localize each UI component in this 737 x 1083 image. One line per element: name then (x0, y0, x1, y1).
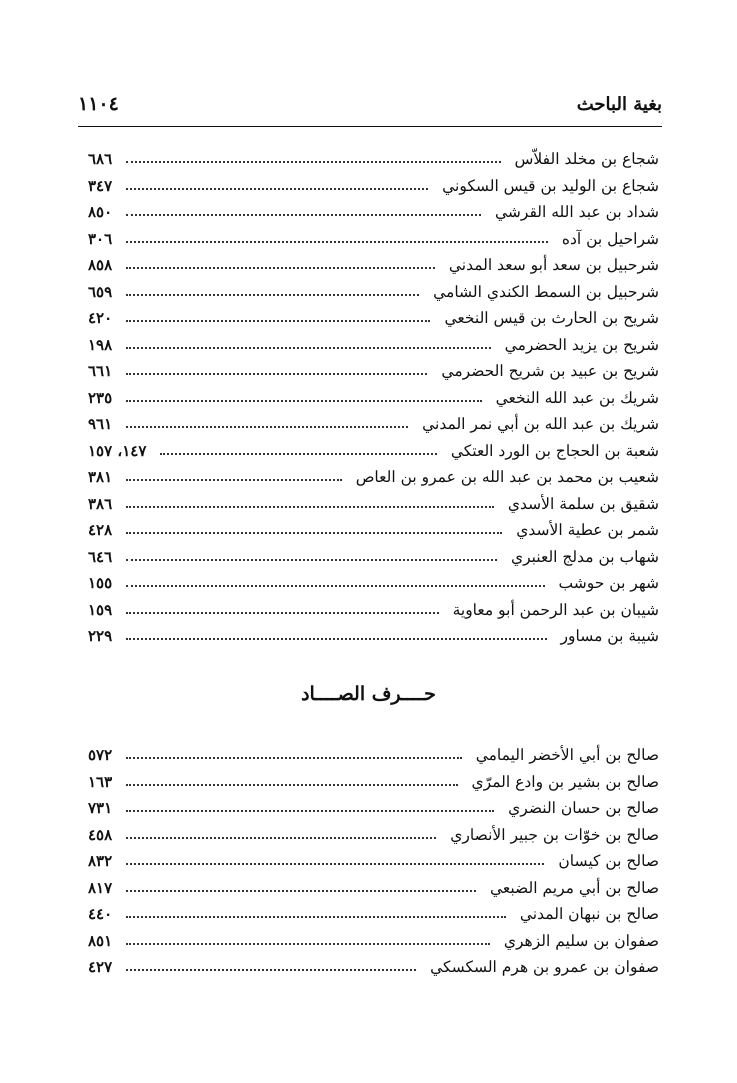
dot-leader (126, 837, 436, 839)
page-header (78, 90, 662, 118)
entry-name: صالح بن نبهان المدني (519, 905, 659, 924)
index-entry (88, 954, 659, 981)
index-entry (88, 438, 659, 465)
index-entry (88, 570, 659, 597)
index-entry (88, 742, 659, 769)
index-entry (88, 928, 659, 955)
entry-page-numbers: ٤٤٠ (88, 905, 113, 924)
entry-page-numbers: ٣٨١ (88, 468, 113, 487)
dot-leader (126, 214, 481, 216)
entry-page-numbers: ٤٢٠ (88, 309, 113, 328)
entry-name: صالح بن أبي الأخضر اليمامي (475, 746, 659, 765)
entry-name: شعبة بن الحجاج بن الورد العتكي (450, 441, 659, 460)
page-number: ١١٠٤ (78, 93, 119, 115)
entry-page-numbers: ٢٣٥ (88, 388, 113, 407)
index-entry (88, 173, 659, 200)
entry-page-numbers: ٤٢٧ (88, 958, 113, 977)
entry-name: شداد بن عبد الله القرشي (494, 203, 659, 222)
entry-name: شريح بن الحارث بن قيس النخعي (444, 309, 659, 328)
entry-page-numbers: ٣٨٦ (88, 494, 113, 513)
entry-name: شهر بن حوشب (558, 574, 659, 593)
dot-leader (126, 863, 544, 865)
entry-page-numbers: ١٦٣ (88, 772, 113, 791)
entry-name: شمر بن عطية الأسدي (516, 521, 659, 540)
entry-name: شرحبيل بن السمط الكندي الشامي (433, 282, 659, 301)
entry-page-numbers: ٩٦١ (88, 415, 113, 434)
entry-name: شجاع بن مخلد الفلاّس (514, 150, 659, 169)
entry-name: شجاع بن الوليد بن قيس السكوني (442, 176, 659, 195)
index-entry (88, 795, 659, 822)
entry-name: شهاب بن مدلج العنبري (510, 547, 659, 566)
entry-page-numbers: ٦٤٦ (88, 547, 113, 566)
entry-page-numbers: ٦٦١ (88, 362, 113, 381)
entry-page-numbers: ٧٣١ (88, 799, 113, 818)
entry-name: شراحيل بن آده (561, 229, 659, 248)
entry-page-numbers: ٤٥٨ (88, 825, 113, 844)
entry-page-numbers: ٨١٧ (88, 878, 113, 897)
entry-page-numbers: ٨٥٠ (88, 203, 113, 222)
dot-leader (126, 943, 490, 945)
entry-name: صالح بن كيسان (558, 852, 659, 871)
dot-leader (126, 294, 419, 296)
dot-leader (126, 585, 544, 587)
header-rule (78, 126, 662, 127)
dot-leader (126, 241, 548, 243)
entry-page-numbers: ٤٢٨ (88, 521, 113, 540)
dot-leader (126, 612, 438, 614)
dot-leader (126, 373, 427, 375)
entry-page-numbers: ٢٢٩ (88, 627, 113, 646)
dot-leader (126, 784, 457, 786)
section-title-sad: حــــرف الصــــاد (301, 683, 436, 705)
index-entry (88, 332, 659, 359)
dot-leader (160, 453, 436, 455)
index-entry (88, 491, 659, 518)
entry-page-numbers: ٣٠٦ (88, 229, 113, 248)
entry-name: شقيق بن سلمة الأسدي (507, 494, 659, 513)
index-entry (88, 199, 659, 226)
entry-page-numbers: ١٥٩ (88, 600, 113, 619)
index-entry (88, 623, 659, 650)
dot-leader (126, 267, 435, 269)
entry-page-numbers: ٦٨٦ (88, 150, 113, 169)
dot-leader (126, 916, 506, 918)
entry-name: شيبان بن عبد الرحمن أبو معاوية (452, 600, 659, 619)
index-entry (88, 597, 659, 624)
running-title: بغية الباحث (576, 93, 662, 115)
entry-page-numbers: ٨٥٨ (88, 256, 113, 275)
entry-name: صفوان بن عمرو بن هرم السكسكي (430, 958, 659, 977)
index-entry (88, 901, 659, 928)
index-entry (88, 544, 659, 571)
dot-leader (126, 757, 462, 759)
index-entry (88, 252, 659, 279)
index-entry (88, 226, 659, 253)
dot-leader (126, 638, 546, 640)
entry-page-numbers: ٨٣٢ (88, 852, 113, 871)
dot-leader (126, 810, 494, 812)
index-entry (88, 848, 659, 875)
index-list-shin (88, 146, 659, 650)
dot-leader (126, 969, 416, 971)
index-entry (88, 769, 659, 796)
index-entry (88, 875, 659, 902)
dot-leader (126, 188, 428, 190)
entry-page-numbers: ٣٤٧ (88, 176, 113, 195)
index-entry (88, 411, 659, 438)
index-list-sad (88, 742, 659, 981)
entry-name: صفوان بن سليم الزهري (503, 931, 659, 950)
entry-page-numbers: ١٤٧، ١٥٧ (88, 441, 147, 460)
index-entry (88, 305, 659, 332)
dot-leader (126, 506, 494, 508)
entry-name: شريح بن عبيد بن شريح الحضرمي (441, 362, 659, 381)
entry-page-numbers: ٨٥١ (88, 931, 113, 950)
entry-page-numbers: ٥٧٢ (88, 746, 113, 765)
index-entry (88, 517, 659, 544)
dot-leader (126, 400, 481, 402)
index-entry (88, 358, 659, 385)
entry-name: شريك بن عبد الله بن أبي نمر المدني (422, 415, 659, 434)
index-entry (88, 279, 659, 306)
entry-page-numbers: ٦٥٩ (88, 282, 113, 301)
entry-name: شرحبيل بن سعد أبو سعد المدني (448, 256, 659, 275)
index-entry (88, 822, 659, 849)
dot-leader (126, 559, 497, 561)
index-entry (88, 146, 659, 173)
dot-leader (126, 161, 500, 163)
entry-name: صالح بن حسان النضري (508, 799, 659, 818)
entry-name: صالح بن خوّات بن جبير الأنصاري (450, 825, 659, 844)
index-entry (88, 464, 659, 491)
entry-name: شعيب بن محمد بن عبد الله بن عمرو بن العاص (355, 468, 659, 487)
entry-name: صالح بن بشير بن وادع المرّي (471, 772, 659, 791)
entry-page-numbers: ١٥٥ (88, 574, 113, 593)
dot-leader (126, 890, 476, 892)
entry-name: شريح بن يزيد الحضرمي (504, 335, 659, 354)
dot-leader (126, 347, 491, 349)
dot-leader (126, 532, 502, 534)
index-entry (88, 385, 659, 412)
entry-name: شريك بن عبد الله النخعي (495, 388, 659, 407)
entry-name: صالح بن أبي مريم الضبعي (489, 878, 659, 897)
dot-leader (126, 479, 342, 481)
entry-name: شيبة بن مساور (560, 627, 659, 646)
dot-leader (126, 320, 430, 322)
entry-page-numbers: ١٩٨ (88, 335, 113, 354)
dot-leader (126, 426, 408, 428)
